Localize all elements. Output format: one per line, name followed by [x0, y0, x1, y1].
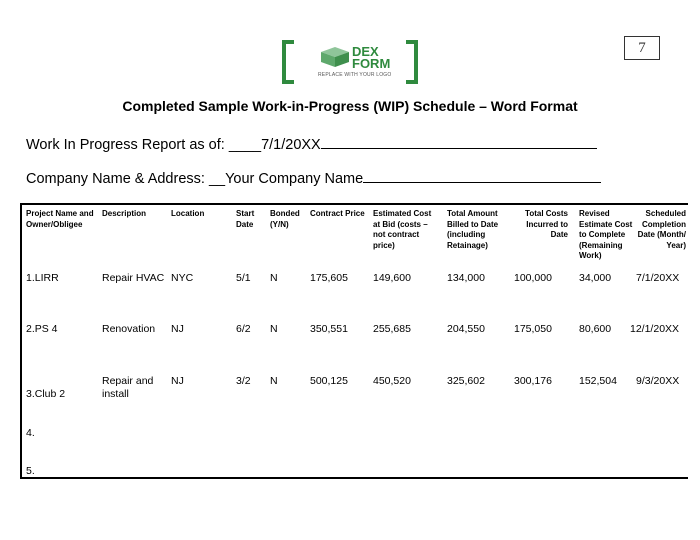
cell-estimated-cost: 149,600 — [373, 272, 411, 284]
cell-revised-estimate: 34,000 — [579, 272, 612, 284]
cell-project: 3.Club 2 — [26, 388, 66, 400]
cell-project: 2.PS 4 — [26, 323, 58, 335]
header-project: Project Name and Owner/Obligee — [26, 209, 94, 229]
cell-start-date: 3/2 — [236, 375, 251, 387]
company-logo — [282, 40, 418, 86]
header-bonded: Bonded (Y/N) — [270, 209, 300, 229]
logo-right-bracket — [406, 40, 418, 84]
cell-location: NJ — [171, 375, 184, 387]
header-contract-price: Contract Price — [310, 209, 365, 218]
cell-completion-date: 7/1/20XX — [636, 272, 680, 284]
report-date-fill-line — [321, 134, 597, 149]
header-completion-date: Scheduled Completion Date (Month/ Year) — [637, 209, 686, 250]
cell-estimated-cost: 255,685 — [373, 323, 411, 335]
company-fill-line — [363, 168, 601, 183]
cell-bonded: N — [270, 272, 278, 284]
logo-tagline: REPLACE WITH YOUR LOGO — [318, 72, 392, 78]
header-description: Description — [102, 209, 147, 218]
cell-estimated-cost: 450,520 — [373, 375, 411, 387]
cell-description: Repair and install — [102, 375, 154, 400]
header-incurred: Total Costs Incurred to Date — [525, 209, 568, 239]
cell-revised-estimate: 152,504 — [579, 375, 617, 387]
header-estimated-cost: Estimated Cost at Bid (costs – not contract price) — [373, 209, 432, 250]
header-location: Location — [171, 209, 205, 218]
cell-incurred: 175,050 — [514, 323, 552, 335]
cell-billed: 204,550 — [447, 323, 485, 335]
cell-contract-price: 350,551 — [310, 323, 348, 335]
company-value: __Your Company Name — [208, 171, 364, 187]
cell-description: Repair HVAC — [102, 272, 165, 284]
cell-project: 4. — [26, 427, 35, 439]
cell-completion-date: 9/3/20XX — [636, 375, 680, 387]
cell-contract-price: 175,605 — [310, 272, 348, 284]
cell-location: NJ — [171, 323, 184, 335]
document-title: Completed Sample Work-in-Progress (WIP) Schedule – Word Format — [122, 98, 578, 114]
report-date-line — [26, 134, 597, 153]
cell-completion-date: 12/1/20XX — [630, 323, 680, 335]
cell-location: NYC — [171, 272, 194, 284]
header-start-date: Start Date — [236, 209, 255, 229]
report-date-value: ____7/1/20XX — [228, 137, 321, 153]
cell-description: Renovation — [102, 323, 156, 335]
logo-left-bracket — [282, 40, 294, 84]
cell-bonded: N — [270, 323, 278, 335]
cell-billed: 325,602 — [447, 375, 485, 387]
cell-incurred: 100,000 — [514, 272, 552, 284]
cell-project: 5. — [26, 465, 35, 477]
company-label: Company Name & Address: — [26, 171, 205, 187]
wip-table — [20, 203, 688, 479]
cell-start-date: 5/1 — [236, 272, 251, 284]
cell-billed: 134,000 — [447, 272, 485, 284]
cell-project: 1.LIRR — [26, 272, 59, 284]
cell-revised-estimate: 80,600 — [579, 323, 612, 335]
cell-contract-price: 500,125 — [310, 375, 348, 387]
box-icon — [320, 46, 350, 68]
company-line — [26, 168, 601, 187]
page-number: 7 — [624, 36, 660, 60]
cell-bonded: N — [270, 375, 278, 387]
cell-incurred: 300,176 — [514, 375, 552, 387]
header-billed: Total Amount Billed to Date (including Retainage) — [447, 209, 499, 250]
report-date-label: Work In Progress Report as of: — [26, 137, 225, 153]
logo-name: DEX FORM — [352, 44, 391, 71]
cell-start-date: 6/2 — [236, 323, 251, 335]
header-revised-estimate: Revised Estimate Cost to Complete (Remaining Work) — [579, 209, 633, 260]
